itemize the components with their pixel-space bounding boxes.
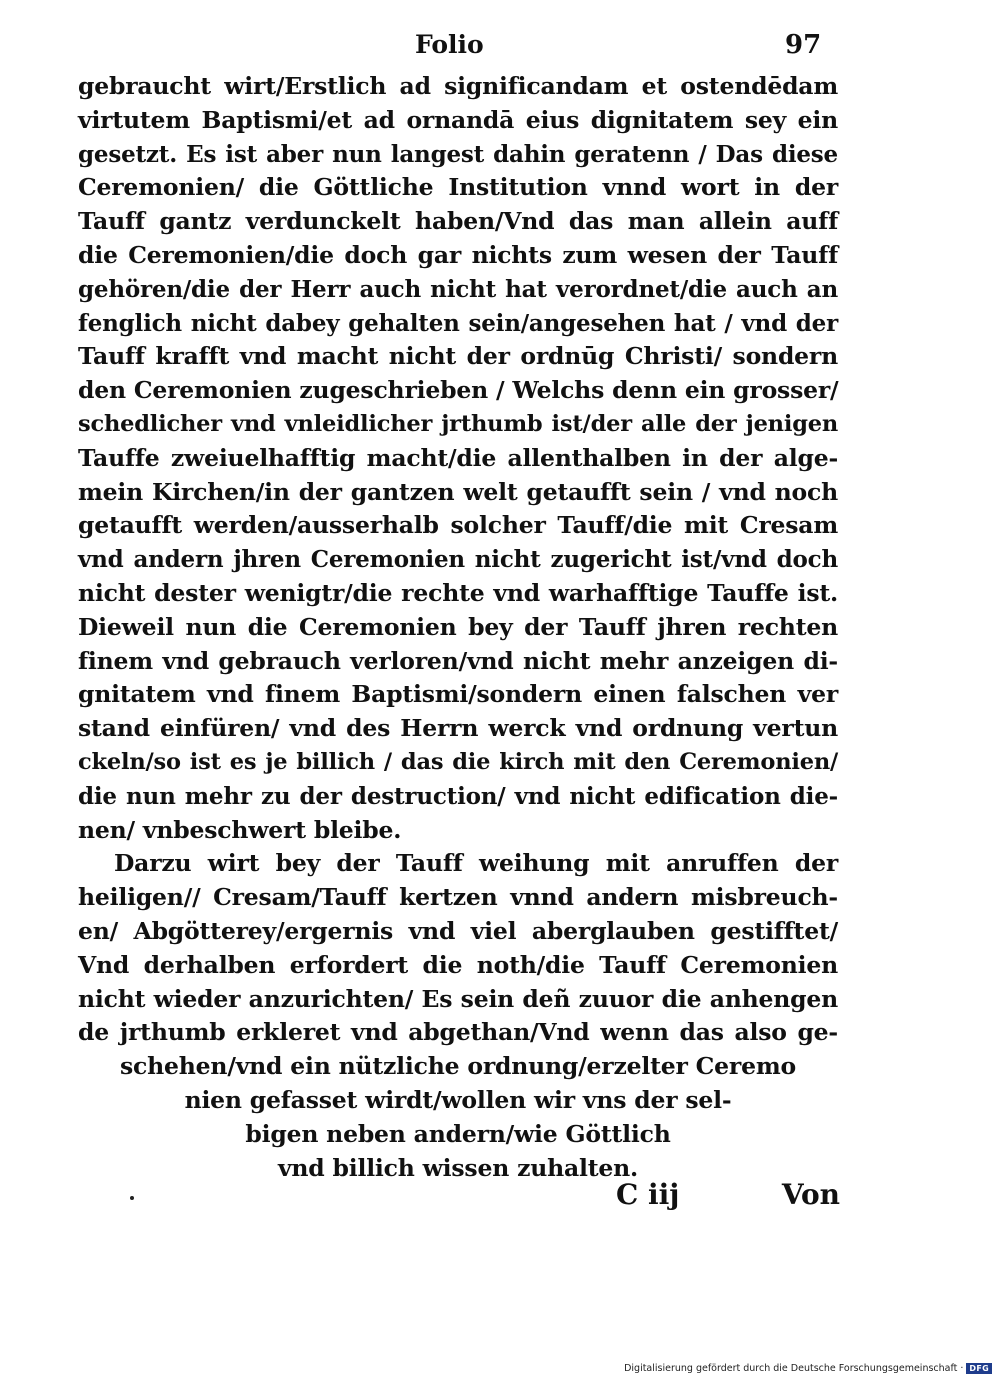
text-line: gebraucht wirt/Erstlich ad significandam et ostendēdam [78,72,838,100]
text-line: Tauff krafft vnd macht nicht der ordnūg Christi/ sondern [78,342,838,371]
text-line: Tauff gantz verdunckelt haben/Vnd das man allein auff [78,207,838,236]
text-line: stand einfüren/ vnd des Herrn werck vnd ordnung vertun [78,714,838,743]
text-line: heiligen// Cresam/Tauff kertzen vnnd andern misbreuch- [78,883,838,912]
folio-number: 97 [785,30,822,60]
text-line: Dieweil nun die Ceremonien bey der Tauff jhren rechten [78,612,838,641]
text-line: gehören/die der Herr auch nicht hat verordnet/die auch an [78,275,838,303]
footer-credit: Digitalisierung gefördert durch die Deutsche Forschungsgemeinschaft [624,1363,958,1374]
body-text [78,70,838,1185]
text-line: ckeln/so ist es je billich / das die kirch mit den Ceremonien/ [78,748,838,775]
text-line: virtutem Baptismi/et ad ornandā eius dignitatem sey ein [78,105,838,134]
text-line: Darzu wirt bey der Tauff weihung mit anruffen der [114,849,838,878]
text-line: Ceremonien/ die Göttliche Institution vnnd wort in der [78,173,838,202]
text-line: nicht dester wenigtr/die rechte vnd warhafftige Tauffe ist. [78,578,838,607]
ink-dot [130,1196,134,1200]
text-line: nicht wieder anzurichten/ Es sein deñ zuuor die anhengen [78,984,838,1013]
catchwords [600,1178,840,1218]
text-line: fenglich nicht dabey gehalten sein/angesehen hat / vnd der [78,309,838,337]
text-line: mein Kirchen/in der gantzen welt getaufft sein / vnd noch [78,477,838,506]
text-line: Tauffe zweiuelhafftig macht/die allenthalben in der alge- [78,443,838,472]
digitization-footer [624,1363,992,1374]
text-line: nen/ vnbeschwert bleibe. [78,815,402,844]
text-line: de jrthumb erkleret vnd abgethan/Vnd wenn das also ge- [78,1018,838,1047]
text-line: schedlicher vnd vnleidlicher jrthumb ist/der alle der jenigen [78,410,838,437]
text-line: vnd andern jhren Ceremonien nicht zugericht ist/vnd doch [78,546,838,574]
text-line: die Ceremonien/die doch gar nichts zum wesen der Tauff [78,240,838,269]
text-line: die nun mehr zu der destruction/ vnd nicht edification die- [78,782,838,810]
text-line: bigen neben andern/wie Göttlich [245,1119,671,1148]
footer-separator: · [960,1363,964,1374]
text-line: den Ceremonien zugeschrieben / Welchs denn ein grosser/ [78,376,839,405]
text-line: schehen/vnd ein nützliche ordnung/erzelter Ceremo [120,1052,796,1081]
catchword: Von [781,1178,840,1211]
text-line: Vnd derhalben erfordert die noth/die Tauff Ceremonien [78,950,838,979]
running-header: Folio [415,30,484,59]
signature-mark: C iij [616,1178,680,1211]
text-line: gesetzt. Es ist aber nun langest dahin geratenn / Das diese [78,140,838,168]
text-line: en/ Abgötterey/ergernis vnd viel aberglauben gestifftet/ [78,916,838,945]
text-line: getaufft werden/ausserhalb solcher Tauff/die mit Cresam [78,511,838,540]
text-line: gnitatem vnd finem Baptismi/sondern einen falschen ver [78,680,838,709]
text-line: finem vnd gebrauch verloren/vnd nicht mehr anzeigen di- [78,646,838,675]
dfg-logo-icon: DFG [966,1363,992,1374]
text-line: vnd billich wissen zuhalten. [277,1153,639,1182]
text-line: nien gefasset wirdt/wollen wir vns der sel- [184,1085,732,1114]
